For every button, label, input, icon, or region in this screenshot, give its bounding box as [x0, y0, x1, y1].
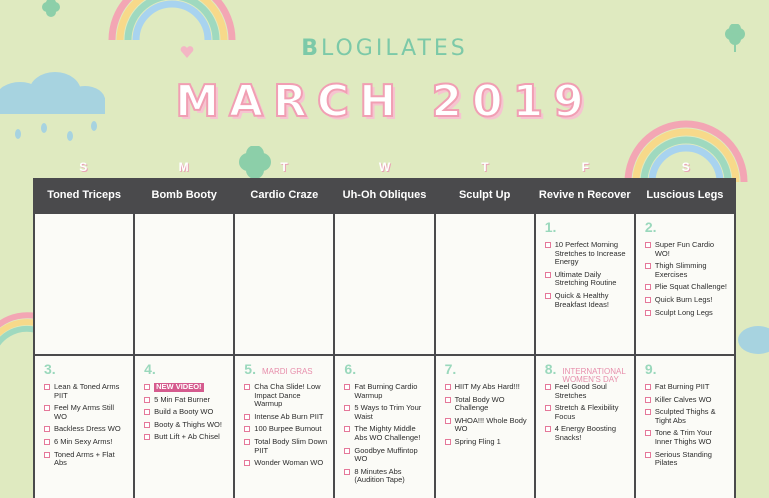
new-video-badge: NEW VIDEO!	[156, 382, 202, 391]
task-label: Thigh Slimming Exercises	[654, 261, 707, 279]
calendar-day-cell	[636, 356, 734, 498]
checkbox[interactable]	[44, 426, 50, 432]
checkbox[interactable]	[144, 397, 150, 403]
checkbox[interactable]	[645, 242, 651, 248]
calendar-day-cell	[335, 356, 433, 498]
task-item	[545, 404, 628, 421]
column-header: Uh-Oh Obliques	[335, 178, 433, 212]
date-row	[645, 361, 728, 379]
task-item	[645, 241, 728, 258]
calendar-day-cell	[135, 356, 233, 498]
checkbox[interactable]	[144, 434, 150, 440]
task-label: Serious Standing Pilates	[654, 449, 712, 468]
task-item	[445, 417, 528, 434]
checkbox[interactable]	[545, 272, 551, 278]
calendar-empty-cell	[235, 214, 333, 354]
calendar-day-cell	[536, 356, 634, 498]
checkbox[interactable]	[645, 297, 651, 303]
checkbox[interactable]	[44, 384, 50, 390]
task-item	[44, 451, 127, 468]
blogilates-logo	[0, 36, 769, 61]
task-label: Toned Arms + Flat Abs	[54, 449, 115, 468]
checkbox[interactable]	[545, 426, 551, 432]
checkbox[interactable]	[645, 409, 651, 415]
task-label: The Mighty Middle Abs WO Challenge!	[354, 424, 421, 442]
task-item	[645, 296, 728, 305]
checkbox[interactable]	[144, 384, 150, 390]
checkbox[interactable]	[545, 293, 551, 299]
date-number: 4.	[144, 361, 156, 377]
calendar-empty-cell	[35, 214, 133, 354]
task-item	[344, 447, 427, 464]
checkbox[interactable]	[244, 384, 250, 390]
checkbox[interactable]	[645, 284, 651, 290]
task-label: Intense Ab Burn PIIT	[254, 411, 324, 421]
task-item	[244, 413, 327, 422]
checkbox[interactable]	[445, 418, 451, 424]
task-label: Plie Squat Challenge!	[654, 282, 727, 292]
task-label: Super Fun Cardio WO!	[654, 240, 715, 258]
checkbox[interactable]	[344, 405, 350, 411]
task-item	[445, 396, 528, 413]
checkbox[interactable]	[344, 426, 350, 432]
day-letter-row	[33, 160, 736, 176]
task-label: 10 Perfect Morning Stretches to Increase Energy	[554, 240, 626, 267]
task-label: Quick & Healthy Breakfast Ideas!	[554, 290, 609, 309]
checkbox[interactable]	[445, 397, 451, 403]
holiday-label: INTERNATIONAL WOMEN'S DAY	[562, 367, 626, 384]
day-letter: S	[681, 160, 690, 174]
holiday-label: MARDI GRAS	[261, 367, 313, 376]
task-label: WHOA!!! Whole Body WO	[454, 415, 527, 434]
page-title: MARCH 2019	[175, 76, 594, 127]
date-row	[244, 361, 327, 379]
column-header: Sculpt Up	[436, 178, 534, 212]
column-header: Bomb Booty	[135, 178, 233, 212]
day-letter: S	[79, 160, 88, 174]
task-item	[545, 292, 628, 309]
day-letter: W	[378, 160, 391, 174]
date-number: 1.	[544, 219, 557, 235]
cloud-decoration	[734, 320, 769, 360]
checkbox[interactable]	[445, 439, 451, 445]
task-label: Sculpt Long Legs	[654, 307, 713, 317]
date-number: 2.	[644, 219, 657, 235]
task-item	[545, 271, 628, 288]
calendar-day-cell	[536, 214, 634, 354]
calendar-grid	[33, 178, 736, 498]
task-label: 4 Energy Boosting Snacks!	[554, 424, 616, 442]
calendar-empty-cell	[135, 214, 233, 354]
date-number: 3.	[44, 361, 56, 377]
task-label: Stretch & Flexibility Focus	[554, 403, 619, 421]
task-label: Killer Calves WO	[654, 394, 712, 404]
checkbox[interactable]	[645, 397, 651, 403]
task-label: Backless Dress WO	[54, 424, 121, 434]
date-number: 8.	[544, 361, 557, 377]
column-header: Cardio Craze	[235, 178, 333, 212]
day-letter: F	[581, 160, 590, 174]
logo-mark: B	[301, 36, 322, 61]
checkbox[interactable]	[244, 414, 250, 420]
date-number: 9.	[644, 361, 657, 377]
rainbow-decoration	[108, 0, 236, 40]
date-row	[445, 361, 528, 379]
task-item	[44, 438, 127, 447]
task-label: HIIT My Abs Hard!!!	[454, 382, 520, 391]
task-item	[545, 383, 628, 400]
column-header: Revive n Recover	[536, 178, 634, 212]
task-label: Feel My Arms Still WO	[54, 403, 115, 421]
task-item	[244, 425, 327, 434]
task-item	[344, 404, 427, 421]
task-label: 6 Min Sexy Arms!	[54, 436, 113, 446]
task-item	[244, 438, 327, 455]
checkbox[interactable]	[244, 460, 250, 466]
date-row	[344, 361, 427, 379]
task-item	[44, 404, 127, 421]
task-item	[645, 396, 728, 405]
clover-decoration	[40, 0, 62, 20]
task-item	[244, 383, 327, 409]
checkbox[interactable]	[545, 242, 551, 248]
logo-text: LOGILATES	[321, 36, 468, 61]
task-label: Build a Booty WO	[154, 407, 214, 417]
day-letter: T	[280, 160, 288, 174]
task-item	[344, 383, 427, 400]
task-label: Goodbye Muffintop WO	[354, 445, 418, 464]
calendar-day-cell	[436, 356, 534, 498]
checkbox[interactable]	[545, 384, 551, 390]
calendar-day-cell	[235, 356, 333, 498]
checkbox[interactable]	[645, 430, 651, 436]
task-label: Butt Lift + Ab Chisel	[154, 432, 220, 442]
column-header: Luscious Legs	[636, 178, 734, 212]
task-item	[645, 283, 728, 292]
task-label: Feel Good Soul Stretches	[554, 382, 607, 400]
task-label: 100 Burpee Burnout	[254, 424, 322, 434]
task-item	[645, 451, 728, 468]
calendar-empty-cell	[436, 214, 534, 354]
day-letter: M	[178, 160, 189, 174]
date-number: 7.	[444, 361, 457, 377]
task-label: 5 Min Fat Burner	[154, 394, 210, 404]
task-label: Booty & Thighs WO!	[154, 419, 222, 429]
task-item	[545, 241, 628, 267]
checkbox[interactable]	[44, 439, 50, 445]
checkbox[interactable]	[244, 426, 250, 432]
task-item	[645, 429, 728, 446]
checkbox[interactable]	[445, 384, 451, 390]
task-item	[645, 383, 728, 392]
task-label: Lean & Toned Arms PIIT	[54, 382, 120, 400]
task-item	[144, 433, 227, 442]
task-label: Cha Cha Slide! Low Impact Dance Warmup	[254, 382, 321, 409]
task-item	[144, 383, 227, 392]
checkbox[interactable]	[44, 405, 50, 411]
task-item	[344, 468, 427, 485]
task-item	[44, 383, 127, 400]
task-item	[44, 425, 127, 434]
task-label: Wonder Woman WO	[254, 458, 324, 468]
task-label: Ultimate Daily Stretching Routine	[554, 269, 617, 288]
task-item	[144, 396, 227, 405]
task-label: Spring Fling 1	[454, 436, 501, 446]
task-label: Quick Burn Legs!	[654, 294, 713, 304]
checkbox[interactable]	[344, 469, 350, 475]
rainbow-decoration	[0, 296, 36, 356]
date-row	[544, 361, 628, 384]
task-item	[144, 408, 227, 417]
checkbox[interactable]	[645, 263, 651, 269]
task-item	[244, 459, 327, 468]
date-row	[545, 219, 628, 237]
checkbox[interactable]	[144, 409, 150, 415]
task-label: Tone & Trim Your Inner Thighs WO	[654, 428, 712, 446]
task-item	[645, 309, 728, 318]
task-label: Total Body Slim Down PIIT	[254, 436, 328, 455]
checkbox[interactable]	[44, 452, 50, 458]
date-row	[144, 361, 227, 379]
checkbox[interactable]	[545, 405, 551, 411]
checkbox[interactable]	[144, 422, 150, 428]
task-label: Sculpted Thighs & Tight Abs	[654, 407, 716, 425]
task-label: Fat Burning PIIT	[654, 382, 710, 391]
date-row	[645, 219, 728, 237]
task-item	[645, 262, 728, 279]
task-item	[545, 425, 628, 442]
checkbox[interactable]	[645, 384, 651, 390]
column-header: Toned Triceps	[35, 178, 133, 212]
date-number: 5.	[244, 361, 256, 377]
calendar-day-cell	[636, 214, 734, 354]
task-item	[445, 383, 528, 392]
task-item	[344, 425, 427, 442]
checkbox[interactable]	[244, 439, 250, 445]
calendar-empty-cell	[335, 214, 433, 354]
task-item	[645, 408, 728, 425]
task-item	[144, 421, 227, 430]
task-label: 8 Minutes Abs (Audition Tape)	[354, 466, 405, 485]
checkbox[interactable]	[344, 384, 350, 390]
date-number: 6.	[344, 361, 357, 377]
task-item	[445, 438, 528, 447]
checkbox[interactable]	[645, 310, 651, 316]
task-label: Total Body WO Challenge	[454, 394, 505, 413]
task-label: Fat Burning Cardio Warmup	[354, 382, 418, 400]
task-label: 5 Ways to Trim Your Waist	[354, 403, 422, 421]
calendar-day-cell	[35, 356, 133, 498]
checkbox[interactable]	[344, 448, 350, 454]
checkbox[interactable]	[645, 452, 651, 458]
date-row	[44, 361, 127, 379]
day-letter: T	[481, 160, 489, 174]
